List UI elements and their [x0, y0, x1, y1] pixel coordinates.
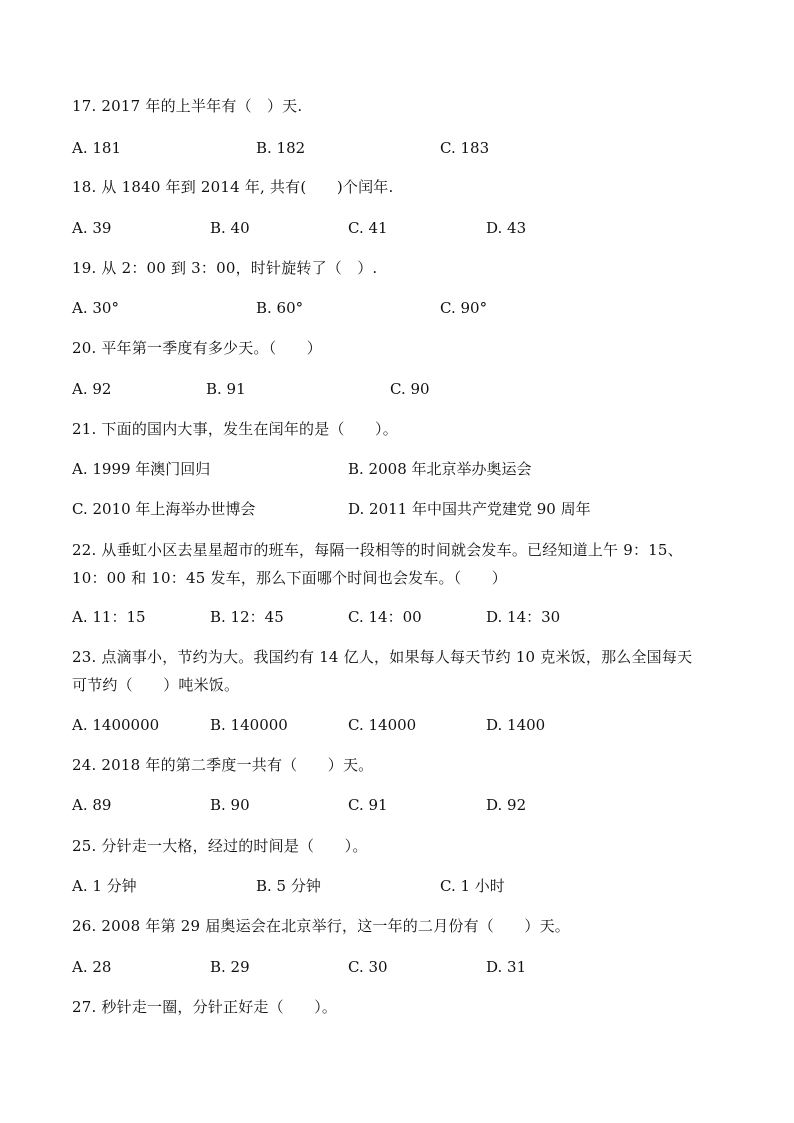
- option-c: C. 2010 年上海举办世博会: [72, 500, 256, 518]
- option-a: A. 89: [72, 796, 112, 814]
- option-d: D. 31: [486, 958, 527, 976]
- option-c: C. 30: [348, 958, 388, 976]
- question-23-text-line1: 23. 点滴事小，节约为大。我国约有 14 亿人，如果每人每天节约 10 克米饭，那么全国每天: [72, 648, 693, 666]
- option-a: A. 11：15: [72, 608, 146, 626]
- option-b: B. 2008 年北京举办奥运会: [348, 460, 532, 478]
- option-d: D. 2011 年中国共产党建党 90 周年: [348, 500, 591, 518]
- option-a: A. 92: [72, 380, 112, 398]
- option-d: D. 14：30: [486, 608, 561, 626]
- option-d: D. 43: [486, 219, 527, 237]
- option-b: B. 60°: [256, 299, 304, 317]
- option-b: B. 40: [210, 219, 250, 237]
- question-24-text: 24. 2018 年的第二季度一共有（ ）天。: [72, 756, 374, 774]
- option-a: A. 1400000: [72, 716, 160, 734]
- option-b: B. 182: [256, 139, 306, 157]
- option-c: C. 14：00: [348, 608, 422, 626]
- option-a: A. 181: [72, 139, 121, 157]
- option-c: C. 41: [348, 219, 388, 237]
- question-25-text: 25. 分针走一大格，经过的时间是（ ）。: [72, 837, 368, 855]
- question-27-text: 27. 秒针走一圈，分针正好走（ ）。: [72, 998, 338, 1016]
- option-b: B. 12：45: [210, 608, 284, 626]
- option-b: B. 90: [210, 796, 250, 814]
- question-19-text: 19. 从 2：00 到 3：00，时针旋转了（ ）.: [72, 259, 378, 277]
- option-c: C. 91: [348, 796, 388, 814]
- question-26-text: 26. 2008 年第 29 届奥运会在北京举行，这一年的二月份有（ ）天。: [72, 917, 570, 935]
- option-a: A. 28: [72, 958, 112, 976]
- question-20-text: 20. 平年第一季度有多少天。（ ）: [72, 339, 322, 357]
- option-b: B. 91: [206, 380, 246, 398]
- option-c: C. 183: [440, 139, 490, 157]
- option-b: B. 29: [210, 958, 250, 976]
- question-21-text: 21. 下面的国内大事，发生在闰年的是（ ）。: [72, 420, 398, 438]
- option-c: C. 1 小时: [440, 877, 505, 895]
- option-c: C. 90°: [440, 299, 488, 317]
- question-22-text-line1: 22. 从垂虹小区去星星超市的班车，每隔一段相等的时间就会发车。已经知道上午 9：15、: [72, 541, 683, 559]
- option-b: B. 140000: [210, 716, 288, 734]
- option-d: D. 1400: [486, 716, 546, 734]
- option-c: C. 14000: [348, 716, 417, 734]
- question-22-text-line2: 10：00 和 10：45 发车，那么下面哪个时间也会发车。（ ）: [72, 569, 507, 587]
- question-18-text: 18. 从 1840 年到 2014 年, 共有( )个闰年.: [72, 178, 394, 196]
- option-a: A. 1999 年澳门回归: [72, 460, 211, 478]
- option-b: B. 5 分钟: [256, 877, 321, 895]
- option-a: A. 30°: [72, 299, 119, 317]
- question-17-text: 17. 2017 年的上半年有（ ）天.: [72, 97, 303, 115]
- option-a: A. 39: [72, 219, 112, 237]
- option-c: C. 90: [390, 380, 430, 398]
- option-a: A. 1 分钟: [72, 877, 137, 895]
- question-23-text-line2: 可节约（ ）吨米饭。: [72, 676, 240, 694]
- option-d: D. 92: [486, 796, 527, 814]
